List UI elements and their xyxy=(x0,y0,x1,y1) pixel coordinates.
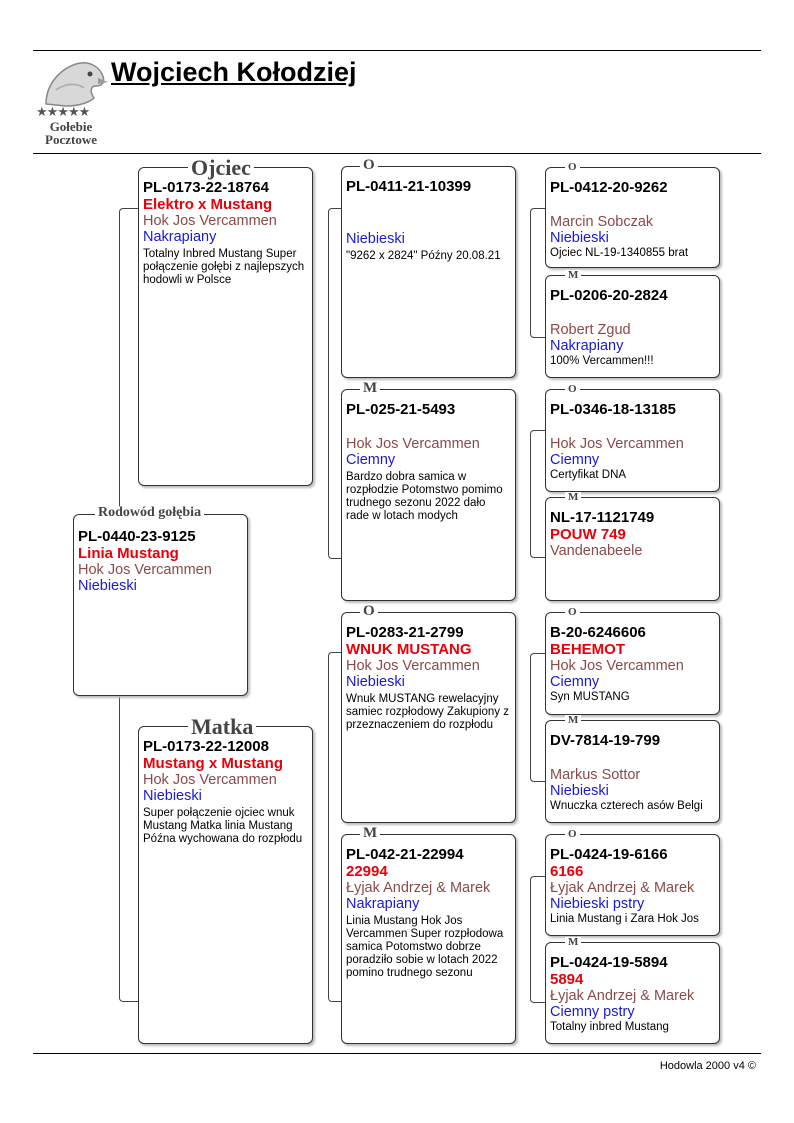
footer-text: Hodowla 2000 v4 © xyxy=(659,1060,756,1072)
ffm-color: Nakrapiany xyxy=(550,338,624,354)
fff-card[interactable] xyxy=(545,167,720,268)
logo-stars: ★★★★★ xyxy=(36,104,90,119)
ffm-card[interactable] xyxy=(545,275,720,378)
logo-line1: Gołebie xyxy=(49,119,93,134)
mff-note: Syn MUSTANG xyxy=(550,691,630,703)
mff-card[interactable] xyxy=(545,612,720,715)
father-breeder: Hok Jos Vercammen xyxy=(143,213,277,229)
connector-mother xyxy=(328,652,341,1002)
mmm-breeder: Łyjak Andrzej & Marek xyxy=(550,988,695,1004)
mother-card[interactable] xyxy=(138,726,313,1044)
ff-note: "9262 x 2824" Późny 20.08.21 xyxy=(346,250,501,262)
fmm-ring: NL-17-1121749 xyxy=(550,509,655,526)
mf-breeder: Hok Jos Vercammen xyxy=(346,658,480,674)
mfm-ring: DV-7814-19-799 xyxy=(550,732,661,749)
mmm-name: 5894 xyxy=(550,971,584,988)
mmm-ring: PL-0424-19-5894 xyxy=(550,954,668,971)
label-mm: M xyxy=(360,826,380,841)
label-mfm: M xyxy=(565,715,581,726)
mff-color: Ciemny xyxy=(550,674,600,690)
mother-breeder: Hok Jos Vercammen xyxy=(143,772,277,788)
subject-color: Niebieski xyxy=(78,578,137,594)
label-father: Ojciec xyxy=(188,157,254,179)
mmm-note: Totalny inbred Mustang xyxy=(550,1021,669,1033)
mmf-color: Niebieski pstry xyxy=(550,896,645,912)
mmf-card[interactable] xyxy=(545,834,720,936)
ff-color: Niebieski xyxy=(346,231,405,247)
mf-name: WNUK MUSTANG xyxy=(346,641,472,658)
ffm-ring: PL-0206-20-2824 xyxy=(550,287,668,304)
label-ffm: M xyxy=(565,270,581,281)
mmf-note: Linia Mustang i Zara Hok Jos xyxy=(550,913,699,925)
father-note: Totalny Inbred Mustang Super połączenie gołębi z najlepszych hodowli w Polsce xyxy=(143,248,305,286)
mmf-breeder: Łyjak Andrzej & Marek xyxy=(550,880,695,896)
fmm-card[interactable] xyxy=(545,497,720,601)
mf-ring: PL-0283-21-2799 xyxy=(346,624,464,641)
header-bottom-rule xyxy=(33,153,761,154)
mf-color: Niebieski xyxy=(346,674,405,690)
subject-ring: PL-0440-23-9125 xyxy=(78,528,196,545)
label-fff: O xyxy=(565,162,580,173)
mfm-card[interactable] xyxy=(545,720,720,823)
mf-note: Wnuk MUSTANG rewelacyjny samiec rozpłodowy Zakupiony z przeznaczeniem do rozpłodu xyxy=(346,693,509,731)
mfm-breeder: Markus Sottor xyxy=(550,767,641,783)
mfm-color: Niebieski xyxy=(550,783,609,799)
label-mmf: O xyxy=(565,829,580,840)
fm-note: Bardzo dobra samica w rozpłodzie Potomstwo pomimo trudnego sezonu 2022 dało rade w lotach modych xyxy=(346,471,503,522)
label-fmm: M xyxy=(565,492,581,503)
fmf-color: Ciemny xyxy=(550,452,600,468)
logo-text xyxy=(32,120,110,146)
label-fmf: O xyxy=(565,384,580,395)
ffm-breeder: Robert Zgud xyxy=(550,322,631,338)
fmm-breeder: Vandenabeele xyxy=(550,543,643,559)
mother-ring: PL-0173-22-12008 xyxy=(143,738,269,755)
fmm-name: POUW 749 xyxy=(550,526,626,543)
fmf-ring: PL-0346-18-13185 xyxy=(550,401,676,418)
footer-rule xyxy=(33,1053,761,1054)
fmf-card[interactable] xyxy=(545,389,720,492)
header-top-rule xyxy=(33,50,761,51)
ffm-note: 100% Vercammen!!! xyxy=(550,355,654,367)
ff-card[interactable] xyxy=(341,166,516,378)
father-name: Elektro x Mustang xyxy=(143,196,273,213)
mff-name: BEHEMOT xyxy=(550,641,625,658)
connector-father xyxy=(328,208,341,559)
mm-note: Linia Mustang Hok Jos Vercammen Super rozpłodowa samica Potomstwo dobrze poradziło sobie w lotach 2022 pomino trudnego sezonu xyxy=(346,915,504,979)
label-mff: O xyxy=(565,607,580,618)
mother-color: Niebieski xyxy=(143,788,202,804)
mm-name: 22994 xyxy=(346,863,388,880)
father-ring: PL-0173-22-18764 xyxy=(143,179,269,196)
fmf-breeder: Hok Jos Vercammen xyxy=(550,436,684,452)
label-mf: O xyxy=(360,604,378,619)
connector-fm xyxy=(530,430,545,558)
connector-mm xyxy=(530,876,545,1003)
mmm-color: Ciemny pstry xyxy=(550,1004,635,1020)
mfm-note: Wnuczka czterech asów Belgi xyxy=(550,800,703,812)
fm-card[interactable] xyxy=(341,389,516,601)
fm-color: Ciemny xyxy=(346,452,396,468)
label-mother: Matka xyxy=(188,716,256,738)
mmf-name: 6166 xyxy=(550,863,584,880)
mf-card[interactable] xyxy=(341,612,516,823)
father-color: Nakrapiany xyxy=(143,229,217,245)
owner-name: Wojciech Kołodziej xyxy=(111,57,357,87)
mm-ring: PL-042-21-22994 xyxy=(346,846,464,863)
mmm-card[interactable] xyxy=(545,942,720,1044)
fff-breeder: Marcin Sobczak xyxy=(550,214,654,230)
label-main: Rodowód gołębia xyxy=(95,506,204,520)
mm-card[interactable] xyxy=(341,834,516,1044)
subject-card[interactable] xyxy=(73,514,248,696)
fff-note: Ojciec NL-19-1340855 brat xyxy=(550,247,689,259)
mff-ring: B-20-6246606 xyxy=(550,624,646,641)
fff-color: Niebieski xyxy=(550,230,609,246)
logo-line2: Pocztowe xyxy=(45,132,97,147)
fm-ring: PL-025-21-5493 xyxy=(346,401,456,418)
mother-note: Super połączenie ojciec wnuk Mustang Matka linia Mustang Późna wychowana do rozpłodu xyxy=(143,807,303,845)
mff-breeder: Hok Jos Vercammen xyxy=(550,658,684,674)
mm-breeder: Łyjak Andrzej & Marek xyxy=(346,880,491,896)
ff-ring: PL-0411-21-10399 xyxy=(346,178,472,195)
father-card[interactable] xyxy=(138,167,313,486)
fmf-note: Certyfikat DNA xyxy=(550,469,627,481)
connector-mf xyxy=(530,653,545,782)
label-ff: O xyxy=(360,158,378,173)
fm-breeder: Hok Jos Vercammen xyxy=(346,436,480,452)
label-mmm: M xyxy=(565,937,581,948)
fff-ring: PL-0412-20-9262 xyxy=(550,179,668,196)
mother-name: Mustang x Mustang xyxy=(143,755,284,772)
subject-breeder: Hok Jos Vercammen xyxy=(78,562,212,578)
mmf-ring: PL-0424-19-6166 xyxy=(550,846,668,863)
connector-ff xyxy=(530,208,545,338)
label-fm: M xyxy=(360,381,380,396)
subject-name: Linia Mustang xyxy=(78,545,179,562)
mm-color: Nakrapiany xyxy=(346,896,420,912)
